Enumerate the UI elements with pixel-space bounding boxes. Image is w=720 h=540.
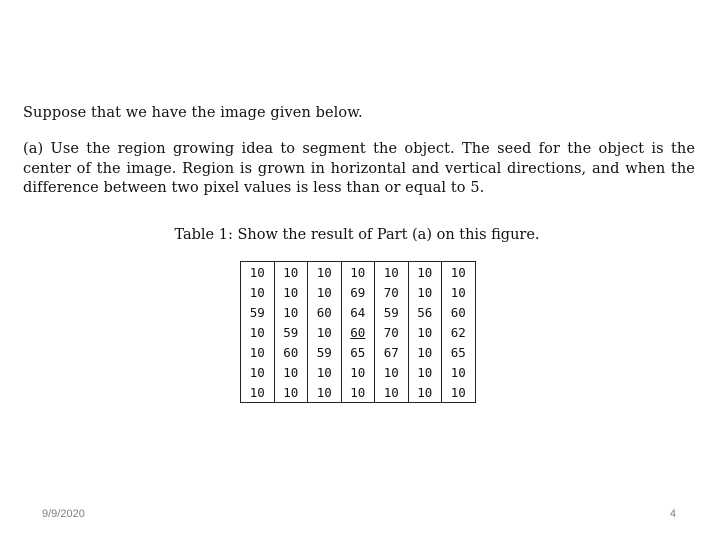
table-cell <box>241 302 275 322</box>
table-cell <box>409 282 443 302</box>
cell-value: 67 <box>383 344 399 360</box>
table-cell <box>409 302 443 322</box>
table-cell <box>375 262 409 282</box>
table-cell <box>241 382 275 402</box>
cell-value: 10 <box>417 344 433 360</box>
cell-value: 10 <box>283 384 299 400</box>
cell-value: 10 <box>316 384 332 400</box>
cell-value: 10 <box>417 384 433 400</box>
cell-value: 10 <box>383 264 399 280</box>
table-cell <box>409 262 443 282</box>
table-cell <box>409 382 443 402</box>
cell-value: 59 <box>383 304 399 320</box>
table-cell <box>375 302 409 322</box>
cell-value: 60 <box>350 324 366 340</box>
cell-value: 10 <box>450 384 466 400</box>
table-caption: Table 1: Show the result of Part (a) on this figure. <box>174 227 540 243</box>
table-cell <box>241 362 275 382</box>
cell-value: 60 <box>283 344 299 360</box>
table-cell <box>308 262 342 282</box>
cell-value: 10 <box>283 364 299 380</box>
cell-value: 10 <box>283 284 299 300</box>
table-cell <box>409 362 443 382</box>
table-row <box>241 262 475 282</box>
cell-value: 56 <box>417 304 433 320</box>
cell-value: 10 <box>417 324 433 340</box>
cell-value: 70 <box>383 284 399 300</box>
pixel-grid-table <box>240 261 476 403</box>
table-cell <box>342 342 376 362</box>
table-cell <box>275 262 309 282</box>
cell-value: 10 <box>350 364 366 380</box>
cell-value: 10 <box>450 264 466 280</box>
table-cell <box>442 262 475 282</box>
footer-date: 9/9/2020 <box>42 508 85 520</box>
table-cell <box>308 362 342 382</box>
cell-value: 59 <box>249 304 265 320</box>
table-cell <box>342 302 376 322</box>
table-row <box>241 322 475 342</box>
table-cell <box>241 262 275 282</box>
table-row <box>241 362 475 382</box>
cell-value: 10 <box>283 304 299 320</box>
table-row <box>241 342 475 362</box>
table-cell <box>342 282 376 302</box>
pixel-grid-body <box>241 262 475 402</box>
cell-value: 65 <box>350 344 366 360</box>
table-cell <box>442 322 475 342</box>
table-cell <box>375 342 409 362</box>
table-cell <box>375 362 409 382</box>
cell-value: 10 <box>249 364 265 380</box>
table-cell <box>342 262 376 282</box>
cell-value: 10 <box>249 264 265 280</box>
table-cell <box>275 282 309 302</box>
page-number: 4 <box>669 508 676 520</box>
table-cell <box>342 382 376 402</box>
table-cell <box>375 282 409 302</box>
table-row <box>241 302 475 322</box>
intro-text: Suppose that we have the image given below. <box>23 105 363 121</box>
cell-value: 69 <box>350 284 366 300</box>
cell-value: 59 <box>283 324 299 340</box>
seed-cell <box>342 322 376 342</box>
table-cell <box>308 302 342 322</box>
table-cell <box>442 342 475 362</box>
cell-value: 10 <box>283 264 299 280</box>
table-cell <box>375 322 409 342</box>
table-cell <box>308 282 342 302</box>
cell-value: 64 <box>350 304 366 320</box>
cell-value: 60 <box>316 304 332 320</box>
table-cell <box>342 362 376 382</box>
table-cell <box>241 322 275 342</box>
cell-value: 65 <box>450 344 466 360</box>
cell-value: 10 <box>316 364 332 380</box>
cell-value: 10 <box>350 384 366 400</box>
cell-value: 10 <box>316 324 332 340</box>
table-cell <box>375 382 409 402</box>
cell-value: 10 <box>383 364 399 380</box>
cell-value: 10 <box>383 384 399 400</box>
cell-value: 10 <box>417 364 433 380</box>
cell-value: 10 <box>249 344 265 360</box>
cell-value: 10 <box>417 264 433 280</box>
cell-value: 10 <box>249 284 265 300</box>
table-cell <box>275 302 309 322</box>
table-cell <box>442 382 475 402</box>
table-cell <box>241 282 275 302</box>
table-cell <box>308 322 342 342</box>
cell-value: 10 <box>316 284 332 300</box>
table-cell <box>275 322 309 342</box>
part-a-text: (a) Use the region growing idea to segment the object. The seed for the object is the center of the image. Region is grown in horizontal and vertical directions, and when the difference between two pixel values is less than or equal to 5. <box>23 141 695 196</box>
table-cell <box>308 382 342 402</box>
table-cell <box>275 362 309 382</box>
table-cell <box>409 342 443 362</box>
cell-value: 10 <box>249 384 265 400</box>
cell-value: 10 <box>316 264 332 280</box>
cell-value: 60 <box>450 304 466 320</box>
table-cell <box>442 282 475 302</box>
table-row <box>241 382 475 402</box>
table-cell <box>241 342 275 362</box>
table-cell <box>442 362 475 382</box>
table-cell <box>409 322 443 342</box>
cell-value: 10 <box>417 284 433 300</box>
cell-value: 59 <box>316 344 332 360</box>
cell-value: 10 <box>249 324 265 340</box>
table-row <box>241 282 475 302</box>
table-cell <box>442 302 475 322</box>
cell-value: 10 <box>450 284 466 300</box>
cell-value: 10 <box>350 264 366 280</box>
table-cell <box>308 342 342 362</box>
table-cell <box>275 342 309 362</box>
cell-value: 70 <box>383 324 399 340</box>
table-cell <box>275 382 309 402</box>
cell-value: 10 <box>450 364 466 380</box>
cell-value: 62 <box>450 324 466 340</box>
